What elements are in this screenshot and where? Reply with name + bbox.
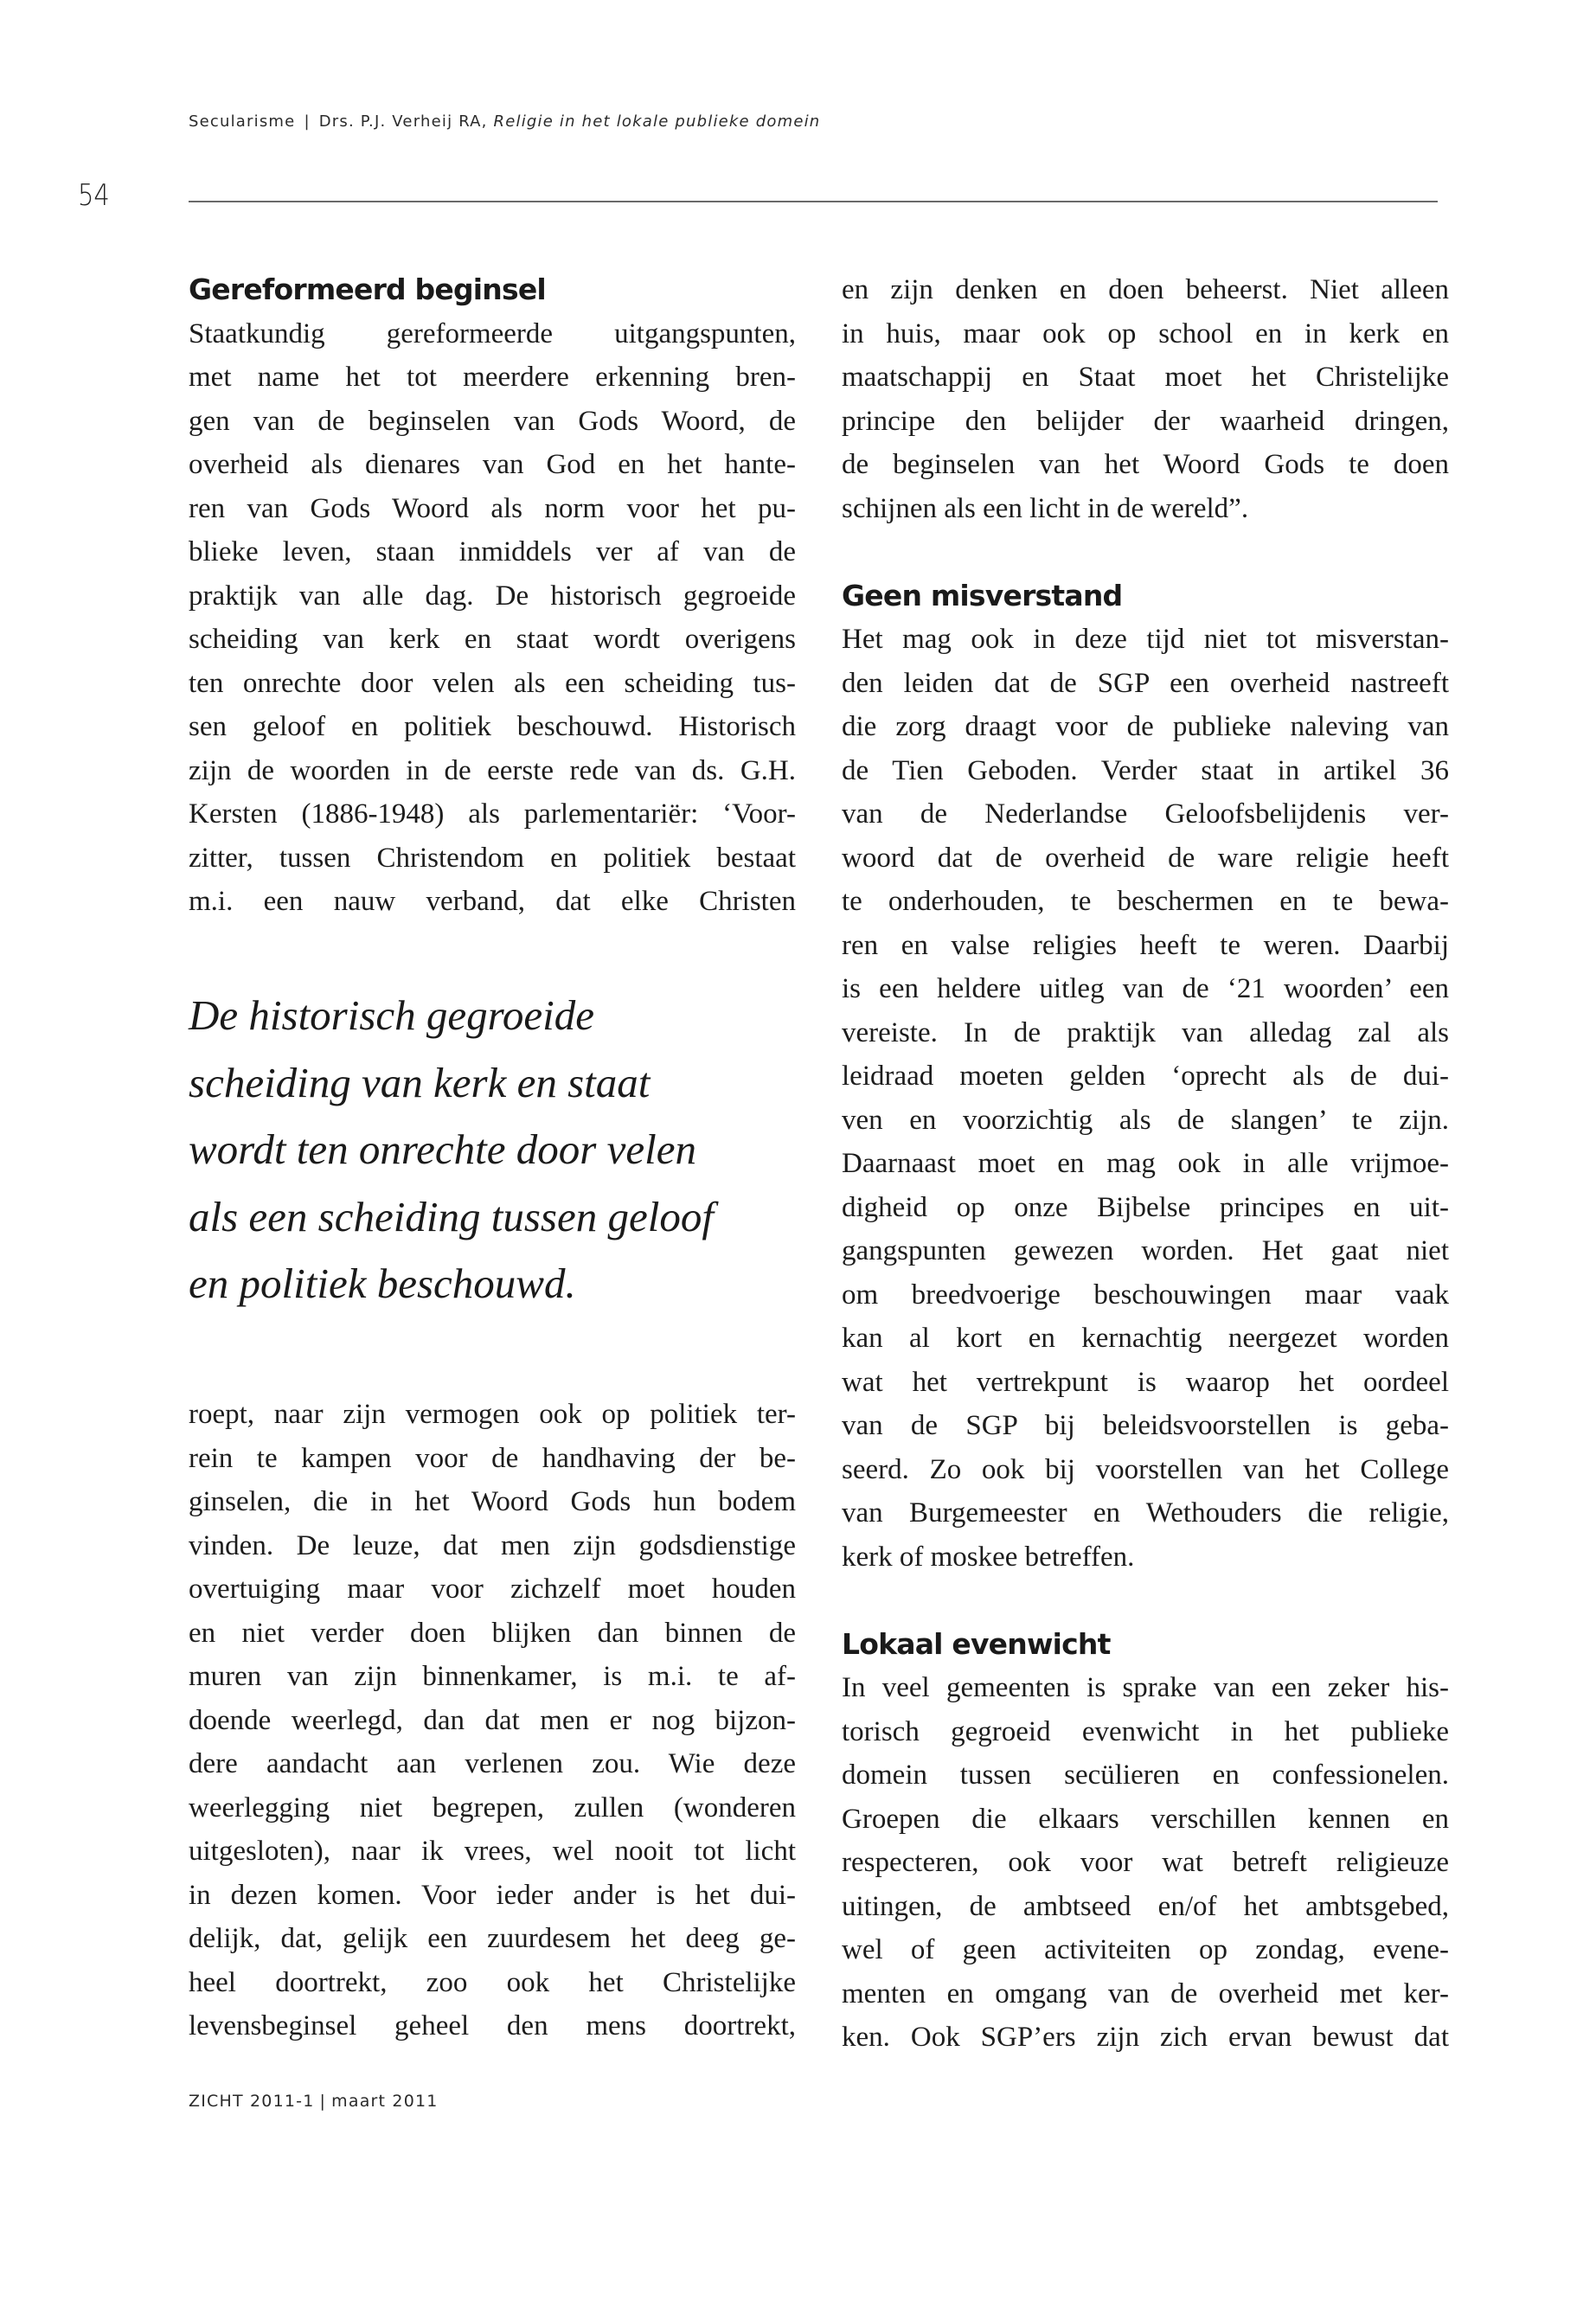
body-line: torisch gegroeid evenwicht in het publieke — [842, 1715, 1449, 1747]
pull-quote-line: en politiek beschouwd. — [189, 1259, 576, 1307]
body-line: den leiden dat de SGP een overheid nastreeft — [842, 667, 1449, 699]
body-line: maatschappij en Staat moet het Christelijke — [842, 362, 1449, 393]
body-line: respecteren, ook voor wat betreft religieuze — [842, 1847, 1449, 1878]
body-line: en niet verder doen blijken dan binnen de — [189, 1617, 796, 1649]
body-line: Staatkundig gereformeerde uitgangspunten, — [189, 317, 796, 349]
body-line: wat het vertrekpunt is waarop het oordeel — [842, 1366, 1449, 1398]
body-line: overheid als dienares van God en het hante- — [189, 449, 796, 480]
body-line: heel doortrekt, zoo ook het Christelijke — [189, 1966, 796, 1998]
body-line: woord dat de overheid de ware religie heeft — [842, 842, 1449, 874]
pull-quote-line: scheiding van kerk en staat — [189, 1058, 651, 1106]
body-line: met name het tot meerdere erkenning bren- — [189, 362, 796, 393]
body-line: zijn de woorden in de eerste rede van ds. G.H. — [189, 754, 796, 786]
footer-separator: | — [319, 2092, 327, 2111]
body-line: vinden. De leuze, dat men zijn godsdienstige — [189, 1529, 796, 1561]
body-line: van Burgemeester en Wethouders die religie, — [842, 1497, 1449, 1529]
body-line: sen geloof en politiek beschouwd. Historisch — [189, 711, 796, 742]
body-line: In veel gemeenten is sprake van een zeker his- — [842, 1672, 1449, 1703]
pull-quote-line: wordt ten onrechte door velen — [189, 1125, 696, 1173]
body-line: ven en voorzichtig als de slangen’ te zijn. — [842, 1104, 1449, 1136]
body-line: delijk, dat, gelijk een zuurdesem het deeg ge- — [189, 1923, 796, 1954]
body-line: ginselen, die in het Woord Gods hun bodem — [189, 1486, 796, 1517]
body-line: praktijk van alle dag. De historisch gegroeide — [189, 580, 796, 612]
body-line: vereiste. In de praktijk van alledag zal als — [842, 1016, 1449, 1048]
body-line: die zorg draagt voor de publieke naleving van — [842, 711, 1449, 742]
body-line: van de Nederlandse Geloofsbelijdenis ver- — [842, 798, 1449, 830]
body-line: principe den belijder der waarheid dringen, — [842, 405, 1449, 437]
body-line: wel of geen activiteiten op zondag, evene- — [842, 1934, 1449, 1965]
running-head-section: Secularisme — [189, 112, 296, 131]
body-line: kan al kort en kernachtig neergezet worden — [842, 1323, 1449, 1354]
paragraph-gap — [842, 1579, 1449, 1623]
body-line: ten onrechte door velen als een scheiding tus- — [189, 667, 796, 699]
section-heading-lokaal-evenwicht: Lokaal evenwicht — [842, 1626, 1111, 1661]
body-line: Het mag ook in deze tijd niet tot misverstan- — [842, 624, 1449, 655]
body-line: te onderhouden, te beschermen en te bewa- — [842, 886, 1449, 917]
body-line: doende weerlegd, dan dat men er nog bijzon- — [189, 1704, 796, 1736]
body-line: is een heldere uitleg van de ‘21 woorden’ een — [842, 973, 1449, 1004]
page-number: 54 — [78, 178, 110, 213]
body-line: levensbeginsel geheel den mens doortrekt, — [189, 2010, 796, 2041]
pull-quote-line: als een scheiding tussen geloof — [189, 1192, 714, 1240]
body-line: Groepen die elkaars verschillen kennen en — [842, 1803, 1449, 1835]
body-line: schijnen als een licht in de wereld”. — [842, 492, 1249, 524]
body-line: rein te kampen voor de handhaving der be- — [189, 1442, 796, 1474]
body-line: Kersten (1886-1948) als parlementariër: ‘Voor- — [189, 798, 796, 830]
body-line: de beginselen van het Woord Gods te doen — [842, 449, 1449, 480]
body-line: uitgesloten), naar ik vrees, wel nooit tot licht — [189, 1836, 796, 1867]
body-line: Daarnaast moet en mag ook in alle vrijmoe- — [842, 1148, 1449, 1179]
body-line: zitter, tussen Christendom en politiek bestaat — [189, 842, 796, 874]
body-line: van de SGP bij beleidsvoorstellen is geba- — [842, 1410, 1449, 1441]
body-line: en zijn denken en doen beheerst. Niet alleen — [842, 274, 1449, 305]
body-line: seerd. Zo ook bij voorstellen van het College — [842, 1453, 1449, 1485]
body-line: blieke leven, staan inmiddels ver af van de — [189, 536, 796, 567]
body-line: domein tussen secülieren en confessionelen. — [842, 1759, 1449, 1791]
body-line: ren van Gods Woord als norm voor het pu- — [189, 492, 796, 524]
body-line: kerk of moskee betreffen. — [842, 1541, 1135, 1573]
right-column — [842, 268, 1449, 2060]
body-line: om breedvoerige beschouwingen maar vaak — [842, 1279, 1449, 1311]
body-line: ren en valse religies heeft te weren. Daarbij — [842, 929, 1449, 961]
body-line: de Tien Geboden. Verder staat in artikel 36 — [842, 754, 1449, 786]
body-line: ken. Ook SGP’ers zijn zich ervan bewust dat — [842, 2022, 1449, 2053]
running-head-author: Drs. P.J. Verheij RA, — [318, 112, 488, 131]
pull-quote-line: De historisch gegroeide — [189, 991, 595, 1039]
body-line: uitingen, de ambtseed en/of het ambtsgebed, — [842, 1890, 1449, 1922]
footer-publication: ZICHT 2011-1 — [189, 2092, 315, 2111]
header-rule — [189, 201, 1438, 202]
body-line: in dezen komen. Voor ieder ander is het dui- — [189, 1879, 796, 1911]
body-line: menten en omgang van de overheid met ker- — [842, 1977, 1449, 2009]
page-footer — [189, 2092, 439, 2111]
section-heading-gereformeerd-beginsel: Gereformeerd beginsel — [189, 272, 546, 306]
body-line: in huis, maar ook op school en in kerk en — [842, 317, 1449, 349]
body-line: weerlegging niet begrepen, zullen (wonderen — [189, 1791, 796, 1823]
running-head-article-title: Religie in het lokale publieke domein — [493, 112, 821, 131]
body-line: scheiding van kerk en staat wordt overigens — [189, 624, 796, 655]
body-line: muren van zijn binnenkamer, is m.i. te af- — [189, 1661, 796, 1692]
left-column-bottom — [189, 1393, 796, 2048]
body-line: overtuiging maar voor zichzelf moet houden — [189, 1574, 796, 1605]
left-column-top — [189, 268, 796, 924]
body-line: roept, naar zijn vermogen ook op politiek ter- — [189, 1399, 796, 1430]
body-line: leidraad moeten gelden ‘oprecht als de dui- — [842, 1061, 1449, 1092]
footer-date: maart 2011 — [331, 2092, 439, 2111]
pull-quote — [189, 982, 794, 1317]
section-heading-geen-misverstand: Geen misverstand — [842, 578, 1123, 612]
body-line: digheid op onze Bijbelse principes en uit- — [842, 1191, 1449, 1223]
running-head — [189, 112, 820, 131]
running-head-separator: | — [304, 112, 311, 131]
body-line: gen van de beginselen van Gods Woord, de — [189, 405, 796, 437]
paragraph-gap — [842, 530, 1449, 574]
body-line: m.i. een nauw verband, dat elke Christen — [189, 886, 796, 917]
body-line: dere aandacht aan verlenen zou. Wie deze — [189, 1748, 796, 1779]
body-line: gangspunten gewezen worden. Het gaat niet — [842, 1235, 1449, 1266]
